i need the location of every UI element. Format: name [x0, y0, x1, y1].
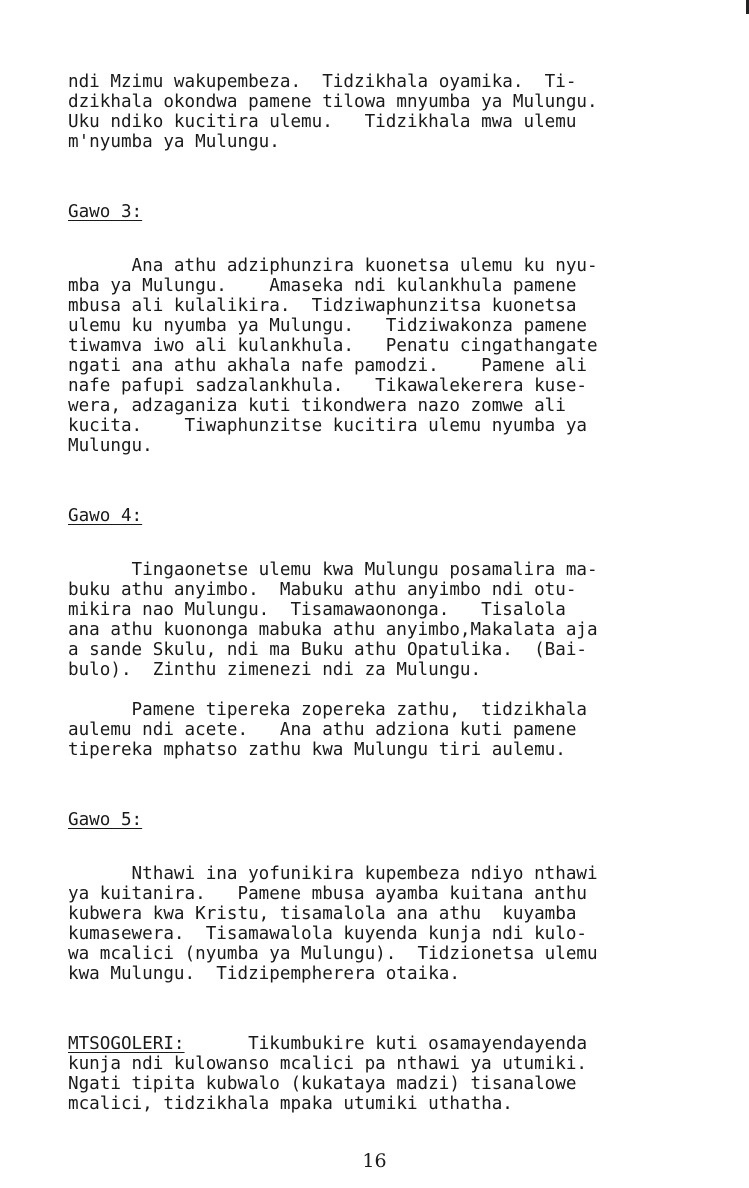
intro-line: dzikhala okondwa pamene tilowa mnyumba ya Mulungu. [68, 92, 598, 112]
paragraph-line: bulo). Zinthu zimenezi ndi za Mulungu. [68, 660, 482, 680]
paragraph-line: wera, adzaganiza kuti tikondwera nazo zomwe ali [68, 396, 566, 416]
paragraph-line: tiwamva iwo ali kulankhula. Penatu cingathangate [68, 336, 598, 356]
page-number: 16 [362, 1150, 387, 1172]
paragraph-line: Mulungu. [68, 436, 153, 456]
intro-line: Uku ndiko kucitira ulemu. Tidzikhala mwa ulemu [68, 112, 577, 132]
paragraph-line: mba ya Mulungu. Amaseka ndi kulankhula pamene [68, 276, 577, 296]
page-body [68, 72, 708, 1114]
paragraph-line: kumasewera. Tisamawalola kuyenda kunja ndi kulo- [68, 924, 588, 944]
section-gawo-3 [68, 202, 708, 456]
paragraph-line: ya kuitanira. Pamene mbusa ayamba kuitana anthu [68, 884, 588, 904]
paragraph-line: mbusa ali kulalikira. Tidziwaphunzitsa kuonetsa [68, 296, 577, 316]
section-gawo-5 [68, 810, 708, 984]
paragraph-line: a sande Skulu, ndi ma Buku athu Opatulika. (Bai- [68, 640, 588, 660]
section-gawo-4 [68, 506, 708, 760]
paragraph-line: Tikumbukire kuti osamayendayenda [184, 1034, 588, 1054]
paragraph-line: kwa Mulungu. Tidzipempherera otaika. [68, 964, 460, 984]
paragraph-line: ana athu kuononga mabuka athu anyimbo,Makalata aja [68, 620, 598, 640]
paragraph-line: kucita. Tiwaphunzitse kucitira ulemu nyumba ya [68, 416, 588, 436]
paragraph-line: Pamene tipereka zopereka zathu, tidzikhala [68, 700, 588, 720]
mtsogoleri-label: MTSOGOLERI: [68, 1034, 185, 1054]
section-mtsogoleri [68, 1034, 708, 1114]
intro-paragraph [68, 72, 708, 152]
paragraph-line: Ana athu adziphunzira kuonetsa ulemu ku nyu- [68, 256, 598, 276]
paragraph-line: buku athu anyimbo. Mabuku athu anyimbo ndi otu- [68, 580, 577, 600]
intro-line: ndi Mzimu wakupembeza. Tidzikhala oyamika. Ti- [68, 72, 577, 92]
paragraph-line: ulemu ku nyumba ya Mulungu. Tidziwakonza pamene [68, 316, 588, 336]
paragraph-line: kubwera kwa Kristu, tisamalola ana athu kuyamba [68, 904, 577, 924]
paragraph-line: ngati ana athu akhala nafe pamodzi. Pamene ali [68, 356, 588, 376]
intro-line: m'nyumba ya Mulungu. [68, 132, 280, 152]
paragraph-line: nafe pafupi sadzalankhula. Tikawalekerera kuse- [68, 376, 588, 396]
paragraph-line: wa mcalici (nyumba ya Mulungu). Tidzionetsa ulemu [68, 944, 598, 964]
section-heading: Gawo 5: [68, 810, 143, 830]
paragraph-line: aulemu ndi acete. Ana athu adziona kuti pamene [68, 720, 577, 740]
paragraph-line: kunja ndi kulowanso mcalici pa nthawi ya utumiki. [68, 1054, 588, 1074]
section-heading: Gawo 3: [68, 202, 143, 222]
paragraph-line: mcalici, tidzikhala mpaka utumiki uthatha. [68, 1094, 513, 1114]
paragraph-line: Ngati tipita kubwalo (kukataya madzi) tisanalowe [68, 1074, 577, 1094]
paragraph-line: Tingaonetse ulemu kwa Mulungu posamalira ma- [68, 560, 598, 580]
section-heading: Gawo 4: [68, 506, 143, 526]
paragraph-line: tipereka mphatso zathu kwa Mulungu tiri aulemu. [68, 740, 566, 760]
paragraph-line: mikira nao Mulungu. Tisamawaononga. Tisalola [68, 600, 566, 620]
paragraph-line: Nthawi ina yofunikira kupembeza ndiyo nthawi [68, 864, 598, 884]
